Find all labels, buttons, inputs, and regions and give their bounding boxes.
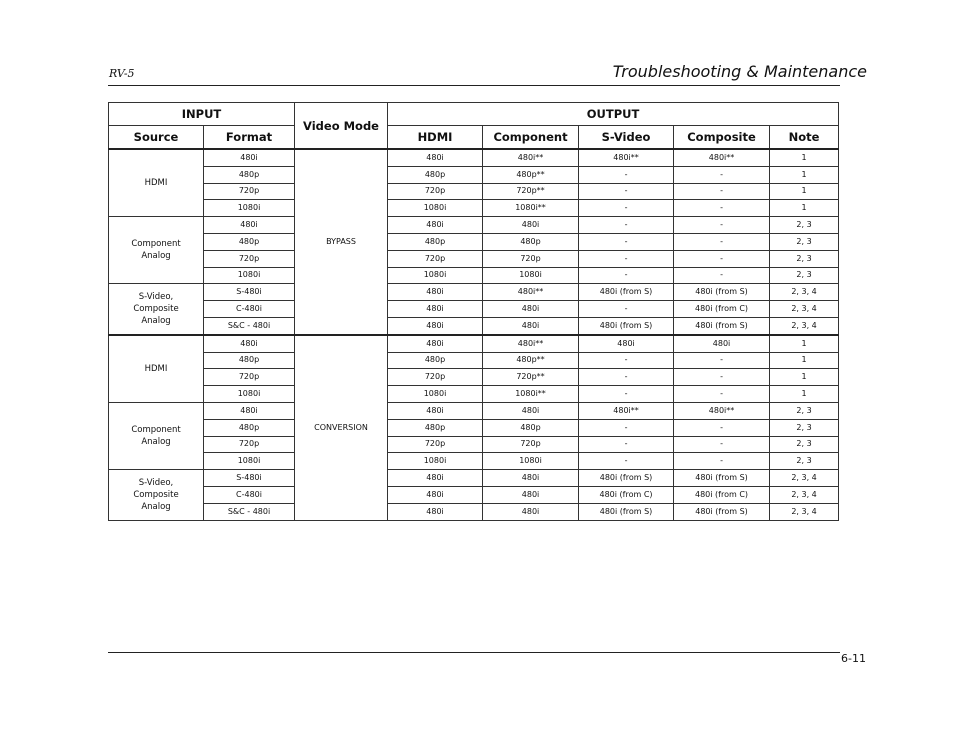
svideo-cell: 480i** <box>579 149 674 166</box>
svideo-cell: - <box>579 217 674 234</box>
format-cell: 480p <box>204 233 295 250</box>
component-cell: 480i <box>483 503 579 520</box>
composite-cell: 480i (from S) <box>674 317 770 334</box>
svideo-cell: - <box>579 352 674 369</box>
composite-cell: - <box>674 217 770 234</box>
note-cell: 1 <box>770 200 839 217</box>
source-cell: Component Analog <box>109 217 204 284</box>
note-cell: 2, 3, 4 <box>770 284 839 301</box>
svideo-cell: 480i (from S) <box>579 284 674 301</box>
component-cell: 480i <box>483 217 579 234</box>
hdmi-cell: 480p <box>388 419 483 436</box>
svideo-cell: 480i (from C) <box>579 486 674 503</box>
format-cell: S-480i <box>204 284 295 301</box>
table-row <box>109 233 839 250</box>
note-cell: 1 <box>770 352 839 369</box>
note-cell: 2, 3, 4 <box>770 470 839 487</box>
table-row <box>109 317 839 334</box>
composite-cell: 480i (from S) <box>674 470 770 487</box>
col-header-hdmi: HDMI <box>388 126 483 150</box>
source-cell: Component Analog <box>109 402 204 469</box>
note-cell: 1 <box>770 166 839 183</box>
model-label: RV-5 <box>109 67 135 80</box>
composite-cell: - <box>674 233 770 250</box>
video-conversion-table <box>108 102 839 521</box>
svideo-cell: - <box>579 301 674 318</box>
note-cell: 2, 3 <box>770 453 839 470</box>
table-row <box>109 183 839 200</box>
table-row <box>109 369 839 386</box>
hdmi-cell: 1080i <box>388 453 483 470</box>
hdmi-cell: 1080i <box>388 386 483 403</box>
table-row <box>109 503 839 520</box>
svideo-cell: 480i (from S) <box>579 317 674 334</box>
component-cell: 720p <box>483 250 579 267</box>
format-cell: 480p <box>204 166 295 183</box>
col-header-note: Note <box>770 126 839 150</box>
format-cell: 720p <box>204 183 295 200</box>
svideo-cell: - <box>579 419 674 436</box>
hdmi-cell: 480p <box>388 352 483 369</box>
note-cell: 2, 3, 4 <box>770 317 839 334</box>
composite-cell: 480i (from S) <box>674 284 770 301</box>
component-cell: 1080i** <box>483 200 579 217</box>
col-header-svideo: S-Video <box>579 126 674 150</box>
composite-cell: 480i (from S) <box>674 503 770 520</box>
table-row <box>109 352 839 369</box>
format-cell: 720p <box>204 436 295 453</box>
composite-cell: - <box>674 267 770 284</box>
note-cell: 2, 3, 4 <box>770 486 839 503</box>
hdmi-cell: 1080i <box>388 200 483 217</box>
format-cell: 1080i <box>204 267 295 284</box>
hdmi-cell: 480i <box>388 149 483 166</box>
component-cell: 480i** <box>483 149 579 166</box>
col-header-component: Component <box>483 126 579 150</box>
svideo-cell: 480i <box>579 335 674 352</box>
table-row <box>109 335 839 352</box>
component-cell: 1080i <box>483 267 579 284</box>
output-group-header: OUTPUT <box>388 103 839 126</box>
component-cell: 1080i** <box>483 386 579 403</box>
note-cell: 2, 3 <box>770 267 839 284</box>
hdmi-cell: 480i <box>388 317 483 334</box>
hdmi-cell: 720p <box>388 436 483 453</box>
table-row <box>109 301 839 318</box>
component-cell: 1080i <box>483 453 579 470</box>
composite-cell: 480i** <box>674 402 770 419</box>
svideo-cell: 480i (from S) <box>579 470 674 487</box>
svideo-cell: - <box>579 250 674 267</box>
composite-cell: - <box>674 166 770 183</box>
svideo-cell: - <box>579 386 674 403</box>
composite-cell: 480i (from C) <box>674 301 770 318</box>
table-row <box>109 149 839 166</box>
format-cell: C-480i <box>204 301 295 318</box>
format-cell: 720p <box>204 250 295 267</box>
svideo-cell: - <box>579 369 674 386</box>
note-cell: 2, 3, 4 <box>770 503 839 520</box>
composite-cell: - <box>674 352 770 369</box>
hdmi-cell: 720p <box>388 250 483 267</box>
hdmi-cell: 1080i <box>388 267 483 284</box>
note-cell: 2, 3 <box>770 402 839 419</box>
hdmi-cell: 720p <box>388 369 483 386</box>
component-cell: 480p <box>483 233 579 250</box>
video-mode-header: Video Mode <box>295 103 388 150</box>
hdmi-cell: 480i <box>388 503 483 520</box>
svideo-cell: - <box>579 200 674 217</box>
col-header-source: Source <box>109 126 204 150</box>
format-cell: 480p <box>204 352 295 369</box>
component-cell: 480i** <box>483 284 579 301</box>
note-cell: 1 <box>770 183 839 200</box>
note-cell: 2, 3 <box>770 233 839 250</box>
svideo-cell: 480i (from S) <box>579 503 674 520</box>
hdmi-cell: 480i <box>388 402 483 419</box>
component-cell: 720p** <box>483 369 579 386</box>
component-cell: 720p <box>483 436 579 453</box>
format-cell: 480p <box>204 419 295 436</box>
note-cell: 1 <box>770 386 839 403</box>
table-row <box>109 419 839 436</box>
composite-cell: 480i (from C) <box>674 486 770 503</box>
component-cell: 480p** <box>483 352 579 369</box>
input-group-header: INPUT <box>109 103 295 126</box>
table-row <box>109 200 839 217</box>
table-row <box>109 436 839 453</box>
component-cell: 480i <box>483 486 579 503</box>
hdmi-cell: 480i <box>388 301 483 318</box>
page-title: Troubleshooting & Maintenance <box>612 62 867 81</box>
format-cell: 480i <box>204 149 295 166</box>
table-row <box>109 470 839 487</box>
composite-cell: - <box>674 200 770 217</box>
svideo-cell: - <box>579 166 674 183</box>
composite-cell: - <box>674 386 770 403</box>
table-row <box>109 250 839 267</box>
note-cell: 2, 3 <box>770 250 839 267</box>
component-cell: 480i** <box>483 335 579 352</box>
source-cell: HDMI <box>109 335 204 403</box>
note-cell: 2, 3 <box>770 436 839 453</box>
format-cell: 1080i <box>204 386 295 403</box>
hdmi-cell: 480i <box>388 470 483 487</box>
composite-cell: - <box>674 453 770 470</box>
svideo-cell: - <box>579 183 674 200</box>
format-cell: 1080i <box>204 200 295 217</box>
composite-cell: - <box>674 369 770 386</box>
composite-cell: 480i** <box>674 149 770 166</box>
svideo-cell: - <box>579 233 674 250</box>
component-cell: 480i <box>483 402 579 419</box>
hdmi-cell: 480p <box>388 233 483 250</box>
component-cell: 480p** <box>483 166 579 183</box>
note-cell: 2, 3 <box>770 217 839 234</box>
table-row <box>109 402 839 419</box>
note-cell: 1 <box>770 335 839 352</box>
hdmi-cell: 480p <box>388 166 483 183</box>
table-row <box>109 453 839 470</box>
format-cell: 1080i <box>204 453 295 470</box>
composite-cell: - <box>674 436 770 453</box>
video-mode-cell: BYPASS <box>295 149 388 335</box>
format-cell: C-480i <box>204 486 295 503</box>
component-cell: 480i <box>483 317 579 334</box>
component-cell: 480p <box>483 419 579 436</box>
component-cell: 720p** <box>483 183 579 200</box>
composite-cell: - <box>674 419 770 436</box>
hdmi-cell: 480i <box>388 486 483 503</box>
composite-cell: - <box>674 250 770 267</box>
table-row <box>109 217 839 234</box>
svideo-cell: - <box>579 453 674 470</box>
component-cell: 480i <box>483 470 579 487</box>
format-cell: S-480i <box>204 470 295 487</box>
hdmi-cell: 480i <box>388 217 483 234</box>
svideo-cell: 480i** <box>579 402 674 419</box>
note-cell: 1 <box>770 149 839 166</box>
component-cell: 480i <box>483 301 579 318</box>
hdmi-cell: 480i <box>388 284 483 301</box>
format-cell: 480i <box>204 335 295 352</box>
header-rule <box>108 85 840 86</box>
format-cell: S&C - 480i <box>204 317 295 334</box>
source-cell: S-Video, Composite Analog <box>109 284 204 335</box>
table-row <box>109 284 839 301</box>
composite-cell: 480i <box>674 335 770 352</box>
hdmi-cell: 480i <box>388 335 483 352</box>
table-row <box>109 267 839 284</box>
note-cell: 1 <box>770 369 839 386</box>
format-cell: 480i <box>204 402 295 419</box>
table-row <box>109 166 839 183</box>
source-cell: S-Video, Composite Analog <box>109 470 204 520</box>
video-mode-cell: CONVERSION <box>295 335 388 520</box>
format-cell: 480i <box>204 217 295 234</box>
svideo-cell: - <box>579 267 674 284</box>
table-row <box>109 486 839 503</box>
hdmi-cell: 720p <box>388 183 483 200</box>
format-cell: 720p <box>204 369 295 386</box>
note-cell: 2, 3, 4 <box>770 301 839 318</box>
col-header-composite: Composite <box>674 126 770 150</box>
col-header-format: Format <box>204 126 295 150</box>
note-cell: 2, 3 <box>770 419 839 436</box>
source-cell: HDMI <box>109 149 204 217</box>
format-cell: S&C - 480i <box>204 503 295 520</box>
table-row <box>109 386 839 403</box>
svideo-cell: - <box>579 436 674 453</box>
table-body <box>109 149 839 520</box>
footer-rule <box>108 652 840 653</box>
page-number: 6-11 <box>841 652 866 665</box>
composite-cell: - <box>674 183 770 200</box>
